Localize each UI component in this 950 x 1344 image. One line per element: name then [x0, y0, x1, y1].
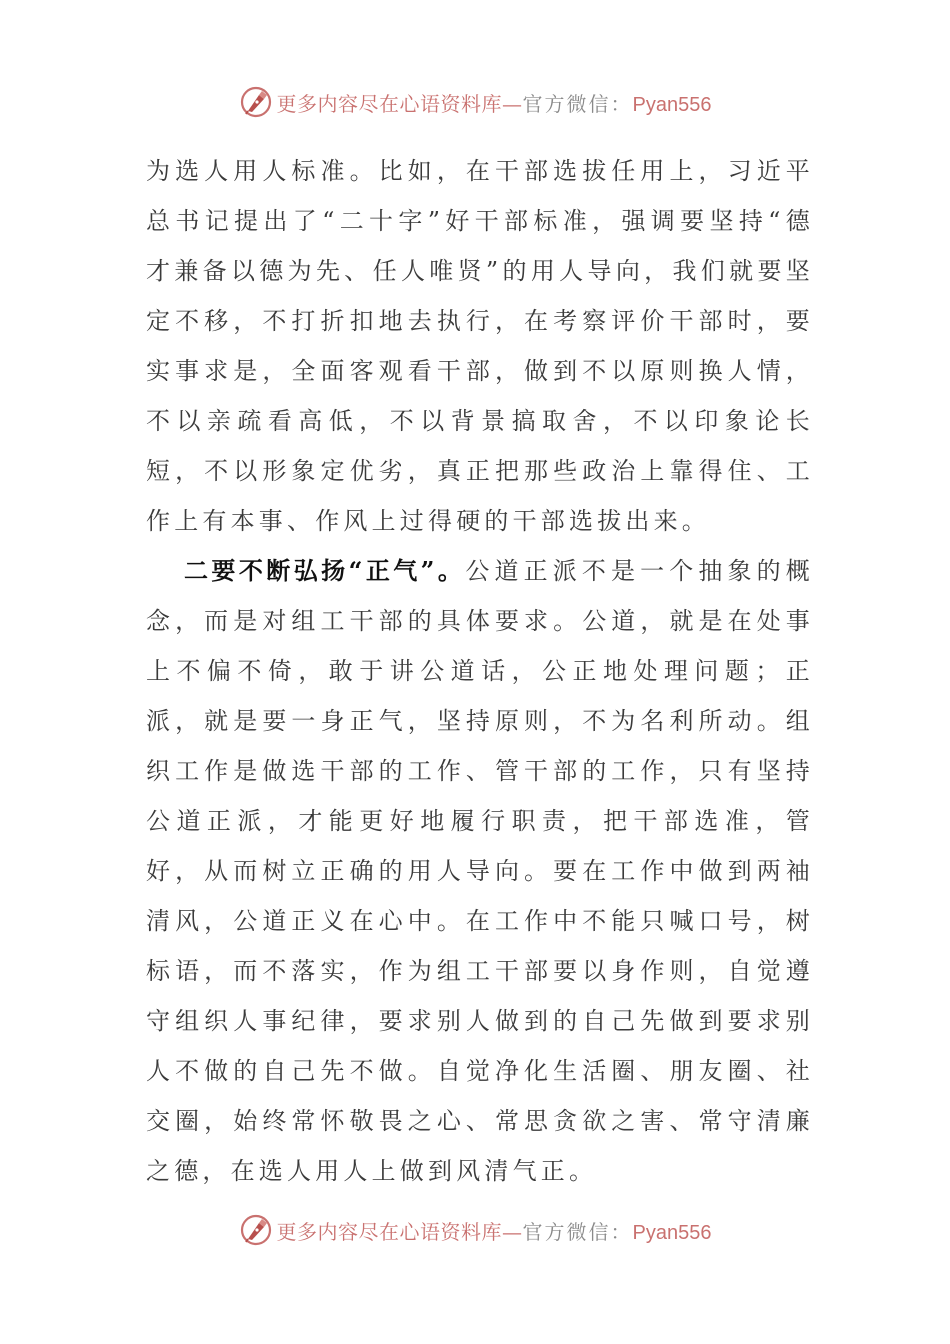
document-body	[146, 146, 814, 1196]
pen-nib-logo-icon	[239, 85, 273, 119]
footer-wechat-id: Pyan556	[632, 1221, 712, 1244]
header-brand: 更多内容尽在心语资料库	[276, 91, 503, 116]
header-wechat-label: 官方微信：	[522, 91, 633, 116]
footer-brand: 更多内容尽在心语资料库	[276, 1219, 503, 1244]
footer-dash: —	[502, 1219, 523, 1244]
paragraph-2-text: 公道正派不是一个抽象的概念，而是对组工干部的具体要求。公道，就是在处事上不偏不倚，敢于讲公道话，公正地处理问题；正派，就是要一身正气，坚持原则，不为名利所动。组织工作是做选干部的工作、管干部的工作，只有坚持公道正派，才能更好地履行职责，把干部选准，管好，从而树立正确的用人导向。要在工作中做到两袖清风，公道正义在心中。在工作中不能只喊口号，树标语，而不落实，作为组工干部要以身作则，自觉遵守组织人事纪律，要求别人做到的自己先做到要求别人不做的自己先不做。自觉净化生活圈、朋友圈、社交圈，始终常怀敬畏之心、常思贪欲之害、常守清廉之德，在选人用人上做到风清气正。	[146, 557, 815, 1185]
pen-nib-logo-icon	[239, 1213, 273, 1247]
footer-banner	[0, 1210, 950, 1250]
body-paragraph-2	[146, 546, 814, 1196]
header-dash: —	[502, 91, 523, 116]
paragraph-2-heading: 二要不断弘扬“正气”。	[184, 556, 466, 585]
footer-banner-text	[277, 1216, 712, 1245]
header-banner-text	[277, 88, 712, 117]
header-banner	[0, 82, 950, 122]
body-paragraph-1: 为选人用人标准。比如，在干部选拔任用上，习近平总书记提出了“二十字”好干部标准，强调要坚持“德才兼备以德为先、任人唯贤”的用人导向，我们就要坚定不移，不打折扣地去执行，在考察评价干部时，要实事求是，全面客观看干部，做到不以原则换人情，不以亲疏看高低，不以背景搞取舍，不以印象论长短，不以形象定优劣，真正把那些政治上靠得住、工作上有本事、作风上过得硬的干部选拔出来。	[146, 157, 814, 535]
footer-wechat-label: 官方微信：	[522, 1219, 633, 1244]
header-wechat-id: Pyan556	[632, 93, 712, 116]
